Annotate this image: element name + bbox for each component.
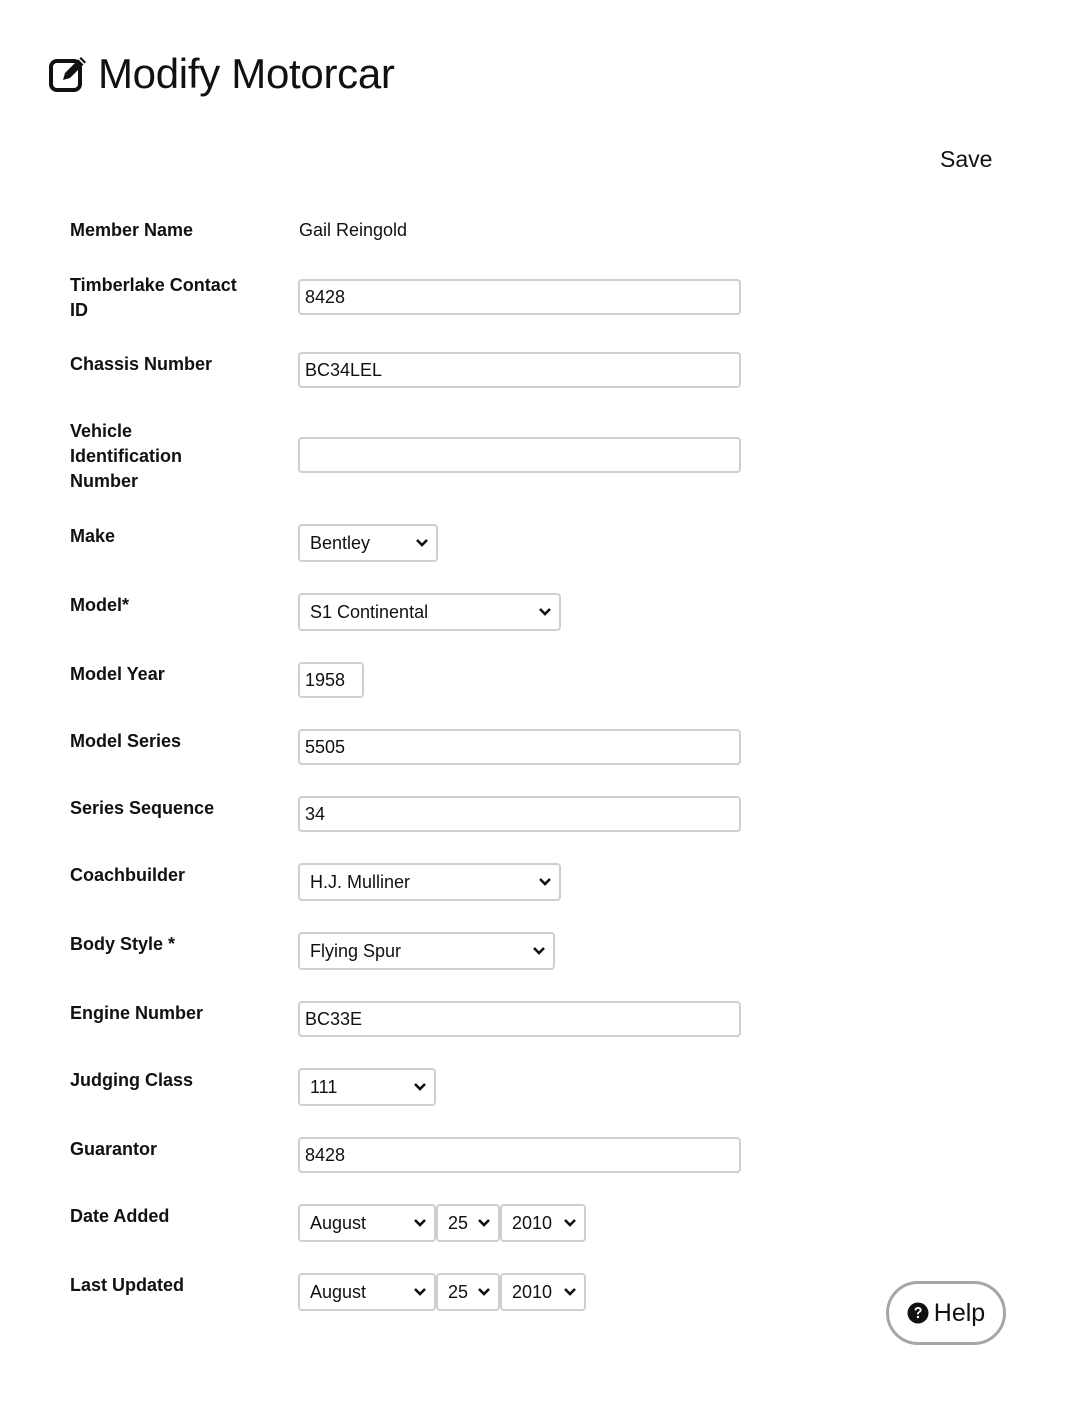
chevron-down-icon [539, 607, 551, 617]
last-updated-year-select[interactable] [500, 1273, 586, 1311]
timberlake-contact-id-input[interactable]: 8428 [298, 279, 741, 315]
make-select[interactable] [298, 524, 438, 562]
date-added-year-value: 2010 [512, 1213, 553, 1233]
model-label: Model* [70, 595, 130, 615]
chevron-down-icon [414, 1082, 426, 1092]
last-updated-day-select[interactable] [436, 1273, 500, 1311]
model-series-label: Model Series [70, 731, 182, 751]
member-name-value: Gail Reingold [299, 220, 408, 240]
last-updated-year-value: 2010 [512, 1282, 553, 1302]
last-updated-day-value: 25 [448, 1282, 469, 1302]
chevron-down-icon [478, 1287, 490, 1297]
chevron-down-icon [533, 946, 545, 956]
vin-label: Vehicle Identification Number [70, 421, 182, 491]
guarantor-input[interactable]: 8428 [298, 1137, 741, 1173]
judging-class-select-value: 111 [310, 1077, 338, 1097]
coachbuilder-label: Coachbuilder [70, 865, 186, 885]
model-year-label: Model Year [70, 664, 165, 684]
date-added-month-select[interactable] [298, 1204, 436, 1242]
coachbuilder-select-value: H.J. Mulliner [310, 872, 411, 892]
chevron-down-icon [564, 1287, 576, 1297]
chevron-down-icon [564, 1218, 576, 1228]
model-select[interactable] [298, 593, 561, 631]
timberlake-contact-id-label: Timberlake Contact ID [70, 275, 237, 320]
chevron-down-icon [539, 877, 551, 887]
judging-class-label: Judging Class [70, 1070, 194, 1090]
last-updated-month-value: August [310, 1282, 367, 1302]
member-name-label: Member Name [70, 220, 194, 240]
chassis-number-input[interactable]: BC34LEL [298, 352, 741, 388]
series-sequence-input[interactable]: 34 [298, 796, 741, 832]
chevron-down-icon [416, 538, 428, 548]
make-label: Make [70, 526, 116, 546]
page-title: Modify Motorcar [98, 50, 395, 97]
help-button[interactable] [886, 1281, 1006, 1345]
chevron-down-icon [414, 1287, 426, 1297]
help-label: Help [933, 1298, 986, 1327]
body-style-select[interactable] [298, 932, 555, 970]
chevron-down-icon [478, 1218, 490, 1228]
last-updated-month-select[interactable] [298, 1273, 436, 1311]
engine-number-label: Engine Number [70, 1003, 204, 1023]
model-select-value: S1 Continental [310, 602, 429, 622]
chassis-number-label: Chassis Number [70, 354, 213, 374]
date-added-day-select[interactable] [436, 1204, 500, 1242]
save-button[interactable]: Save [940, 146, 993, 172]
coachbuilder-select[interactable] [298, 863, 561, 901]
vin-input[interactable] [298, 437, 741, 473]
edit-icon [48, 53, 90, 95]
make-select-value: Bentley [310, 533, 371, 553]
judging-class-select[interactable] [298, 1068, 436, 1106]
date-added-year-select[interactable] [500, 1204, 586, 1242]
question-circle-icon [907, 1302, 929, 1324]
date-added-label: Date Added [70, 1206, 170, 1226]
page-header [48, 48, 395, 100]
chevron-down-icon [414, 1218, 426, 1228]
body-style-select-value: Flying Spur [310, 941, 402, 961]
guarantor-label: Guarantor [70, 1139, 158, 1159]
date-added-month-value: August [310, 1213, 367, 1233]
last-updated-label: Last Updated [70, 1275, 185, 1295]
body-style-label: Body Style * [70, 934, 176, 954]
engine-number-input[interactable]: BC33E [298, 1001, 741, 1037]
model-series-input[interactable]: 5505 [298, 729, 741, 765]
series-sequence-label: Series Sequence [70, 798, 215, 818]
model-year-input[interactable]: 1958 [298, 662, 364, 698]
date-added-day-value: 25 [448, 1213, 469, 1233]
